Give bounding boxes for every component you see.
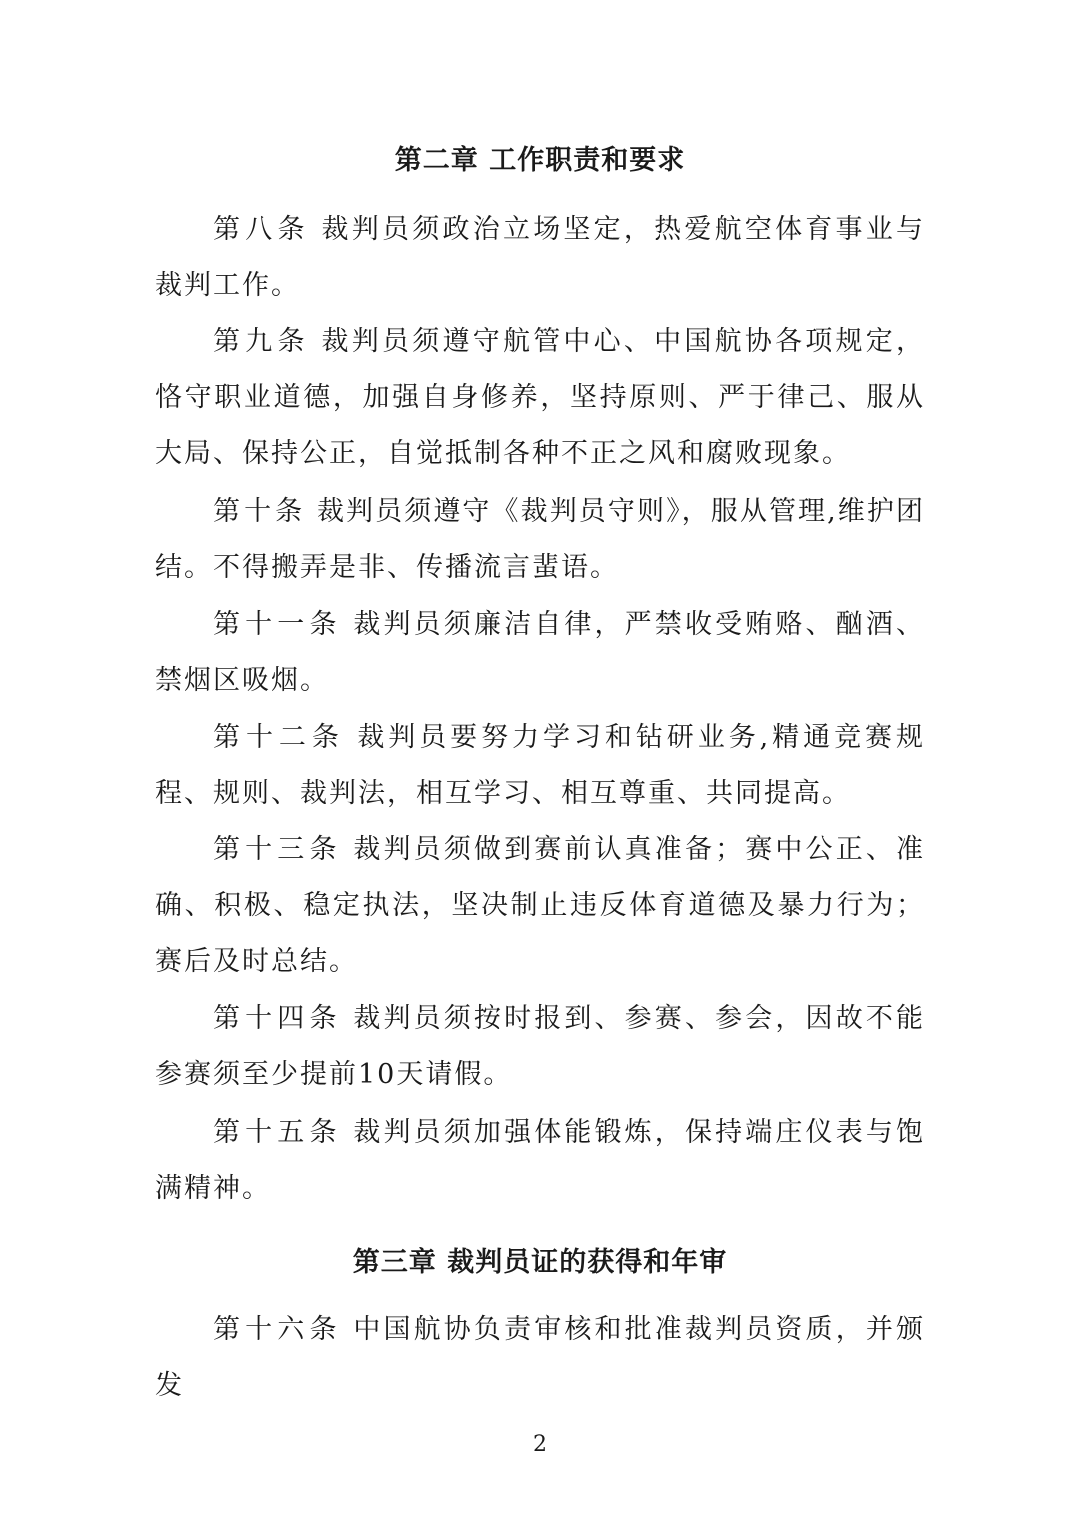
article-label: 第九条 (213, 326, 310, 357)
article-text: 中国航协负责审核和批准裁判员资质，并颁发 (155, 1314, 925, 1401)
article-text: 裁判员须政治立场坚定，热爱航空体育事业与裁判工作。 (155, 214, 926, 301)
article-label: 第十六条 (213, 1314, 342, 1345)
chapter-3-title: 第三章 裁判员证的获得和年审 (352, 1247, 728, 1278)
article-9 (155, 314, 925, 482)
article-label: 第十二条 (213, 722, 345, 753)
article-text: 裁判员须做到赛前认真准备；赛中公正、准确、积极、稳定执法，坚决制止违反体育道德及暴力行为；赛后及时总结。 (155, 834, 925, 977)
article-10 (155, 484, 925, 596)
article-8 (155, 202, 925, 314)
article-12 (155, 710, 925, 822)
article-label: 第八条 (213, 214, 310, 245)
article-15 (155, 1105, 925, 1217)
chapter-2-title: 第二章 工作职责和要求 (394, 145, 686, 176)
article-text: 裁判员要努力学习和钻研业务,精通竞赛规程、规则、裁判法，相互学习、相互尊重、共同提高。 (155, 722, 925, 809)
article-13 (155, 822, 925, 990)
article-text: 裁判员须加强体能锻炼，保持端庄仪表与饱满精神。 (155, 1117, 925, 1204)
article-label: 第十一条 (213, 609, 342, 640)
article-label: 第十五条 (213, 1117, 342, 1148)
article-11 (155, 597, 925, 709)
article-16 (155, 1302, 925, 1414)
article-text: 裁判员须遵守《裁判员守则》，服从管理,维护团结。不得搬弄是非、传播流言蜚语。 (155, 496, 925, 583)
article-label: 第十四条 (213, 1003, 342, 1034)
article-label: 第十三条 (213, 834, 342, 865)
article-14 (155, 991, 925, 1103)
article-text: 裁判员须廉洁自律，严禁收受贿赂、酗酒、禁烟区吸烟。 (155, 609, 925, 696)
article-label: 第十条 (213, 496, 307, 527)
article-text: 裁判员须遵守航管中心、中国航协各项规定，恪守职业道德，加强自身修养，坚持原则、严于律己、服从大局、保持公正，自觉抵制各种不正之风和腐败现象。 (155, 326, 926, 469)
article-text: 裁判员须按时报到、参赛、参会，因故不能参赛须至少提前10天请假。 (155, 1003, 925, 1090)
page-number: 2 (533, 1432, 547, 1457)
